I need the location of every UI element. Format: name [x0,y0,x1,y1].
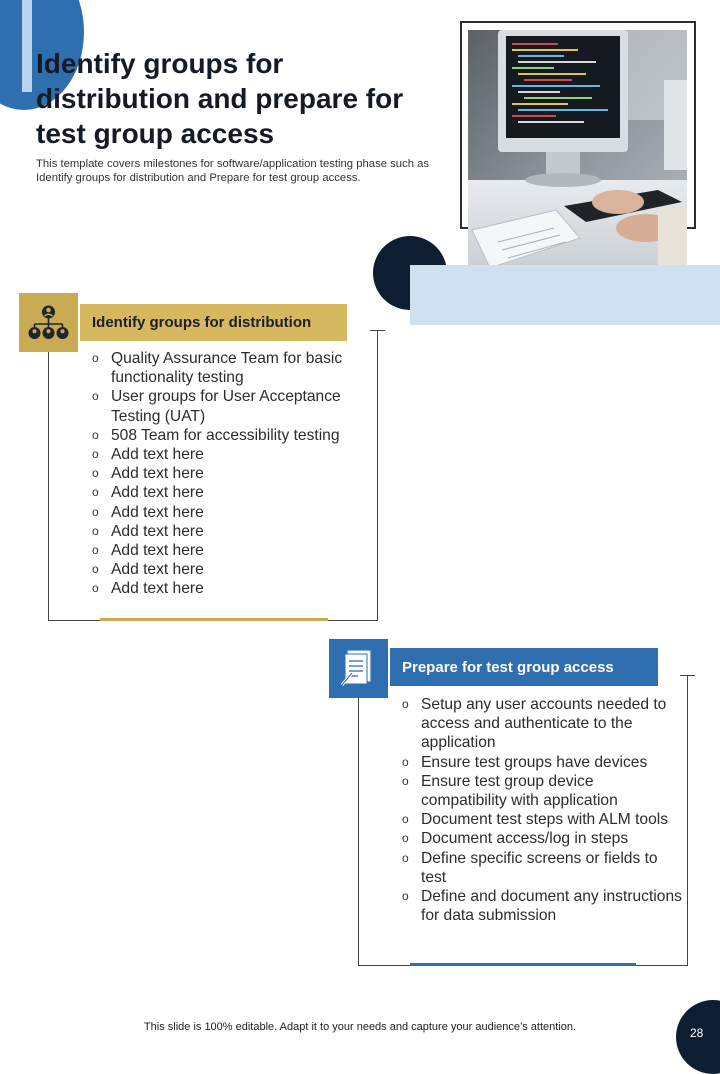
list-item: o Add text here [92,542,204,560]
computer-workstation-image [468,30,687,274]
bullet-marker: o [92,485,99,500]
bullet-marker: o [92,523,99,538]
list-item: o Ensure test group device compatibility with application [402,772,618,810]
list-item: o Add text here [92,561,204,579]
section2-border-left [358,698,359,966]
section2-accent-line [410,963,636,966]
list-item: o User groups for User Acceptance Testing (UAT) [92,388,341,425]
bullet-marker: o [92,466,99,481]
bullet-marker: o [92,447,99,462]
bullet-marker: o [402,831,409,846]
bullet-marker: o [92,504,99,519]
bullet-marker: o [402,850,409,865]
section2-border-tick [680,675,695,676]
list-item: o Add text here [92,465,204,483]
list-item: o Add text here [92,580,204,598]
page-number: 28 [690,1026,704,1040]
section2-heading: Prepare for test group access [402,659,614,676]
bullet-marker: o [402,697,409,711]
developer-photo [468,30,687,274]
section2-list [402,695,682,925]
list-item: o Quality Assurance Team for basic functionality testing [92,350,343,387]
page-subtitle: This template covers milestones for software/application testing phase such as Identify groups for distribution and Prepare for test group access. [36,158,430,184]
section1-border-tick [370,330,385,331]
list-item: o Ensure test groups have devices [402,753,648,771]
bullet-marker: o [92,427,99,442]
list-item: o Define and document any instructions for data submission [402,888,682,925]
section2-border-right [687,675,688,966]
list-item: o Setup any user accounts needed to access and authenticate to the application [402,696,667,752]
corner-accent-bar [22,0,32,92]
list-item: o Add text here [92,484,204,502]
list-item: o Document access/log in steps [402,830,629,848]
bullet-marker: o [402,754,409,769]
bullet-marker: o [92,562,99,577]
bullet-marker: o [92,543,99,558]
bullet-marker: o [402,773,409,788]
bullet-marker: o [92,351,99,365]
list-item: o 508 Team for accessibility testing [92,426,340,444]
document-pen-icon [329,639,388,698]
bullet-marker: o [402,889,409,904]
org-chart-icon [19,293,78,352]
section2-icon-box [329,639,388,698]
section1-icon-box [19,293,78,352]
section1-heading: Identify groups for distribution [92,314,312,331]
light-blue-band [410,265,720,325]
bullet-marker: o [402,812,409,827]
list-item: o Add text here [92,522,204,540]
list-item: o Add text here [92,446,204,464]
section1-list [92,349,362,599]
footer-note: This slide is 100% editable. Adapt it to your needs and capture your audience’s attention. [143,1021,577,1033]
list-item: o Add text here [92,503,204,521]
bullet-marker: o [92,581,99,596]
bullet-marker: o [92,389,99,404]
list-item: o Document test steps with ALM tools [402,811,669,829]
section1-border-left [48,352,49,621]
page-title: Identify groups for distribution and prepare for test group access [36,48,404,149]
section1-border-right [377,330,378,621]
section1-accent-line [100,618,328,621]
list-item: o Define specific screens or fields to test [402,849,658,886]
